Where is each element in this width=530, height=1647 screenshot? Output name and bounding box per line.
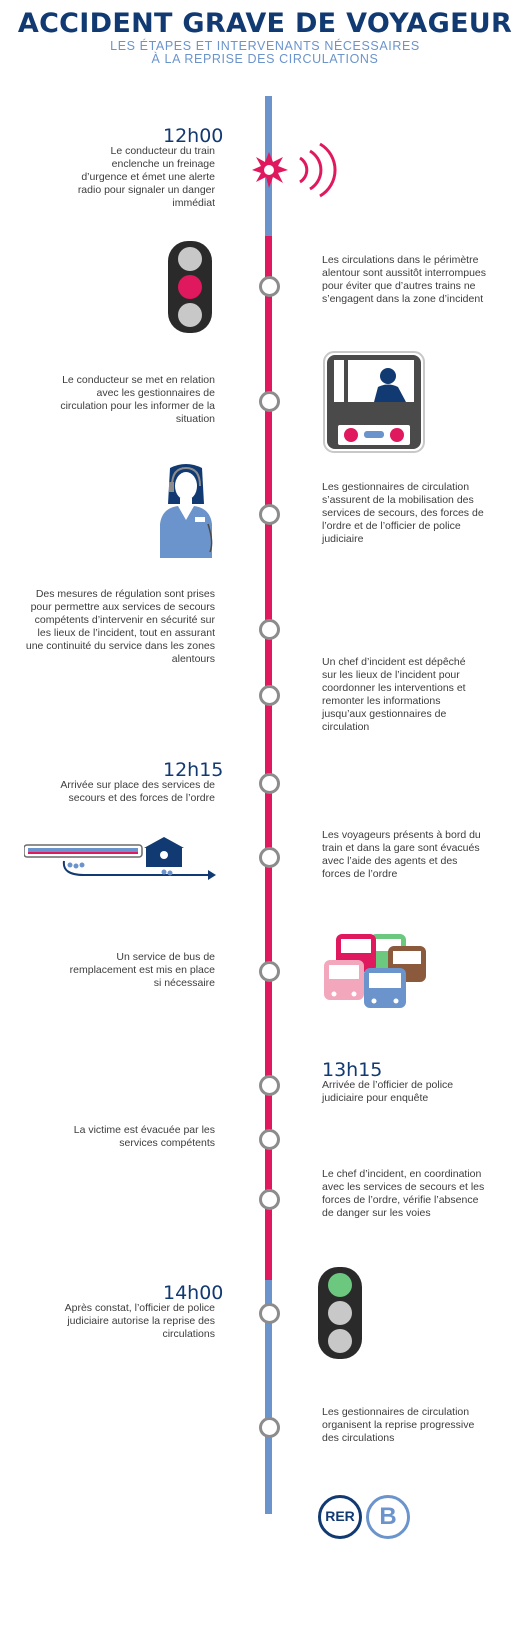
timeline-dot-12 xyxy=(259,1189,280,1210)
step-1-text: Le conducteur du train enclenche un freinage d’urgence et émet une alerte radio pour signaler un danger immédiat xyxy=(77,145,215,209)
green-traffic-light-icon xyxy=(318,1267,362,1359)
timeline-dot-3 xyxy=(259,391,280,412)
line-b-logo-text: B xyxy=(379,1503,397,1530)
timeline-dot-6 xyxy=(259,685,280,706)
line-b-logo xyxy=(366,1495,410,1539)
step-7-text: Arrivée sur place des services de secours et des forces de l’ordre xyxy=(60,779,215,804)
timeline-dot-14 xyxy=(259,1417,280,1438)
timeline-dot-7 xyxy=(259,773,280,794)
step-13-text: Après constat, l’officier de police judiciaire autorise la reprise des circulations xyxy=(64,1302,215,1340)
rer-logo-text: RER xyxy=(325,1508,355,1524)
step-7-time: 12h15 xyxy=(163,759,224,781)
subtitle-line-2: À LA REPRISE DES CIRCULATIONS xyxy=(151,52,379,66)
red-traffic-light-icon xyxy=(168,241,212,333)
page-title: ACCIDENT GRAVE DE VOYAGEUR xyxy=(17,8,513,39)
timeline-dot-13 xyxy=(259,1303,280,1324)
step-10-text: Arrivée de l’officier de police judiciaire pour enquête xyxy=(322,1079,454,1104)
timeline-dot-8 xyxy=(259,847,280,868)
buses-icon xyxy=(322,928,432,1012)
step-10-time: 13h15 xyxy=(322,1059,383,1081)
step-9-text: Un service de bus de remplacement est mis en place si nécessaire xyxy=(69,951,215,989)
step-14-text: Les gestionnaires de circulation organisent la reprise progressive des circulations xyxy=(322,1406,475,1444)
train-cab-driver-icon xyxy=(322,350,426,454)
evacuation-train-station-icon xyxy=(24,835,216,885)
step-3-text: Le conducteur se met en relation avec les gestionnaires de circulation pour les informer de la situation xyxy=(60,374,215,425)
page-subtitle xyxy=(0,40,530,66)
timeline-dot-11 xyxy=(259,1129,280,1150)
subtitle-line-1: LES ÉTAPES ET INTERVENANTS NÉCESSAIRES xyxy=(110,39,420,53)
step-12-text: Le chef d’incident, en coordination avec les services de secours et les forces de l’ordre, vérifie l’absence de danger sur les voies xyxy=(322,1168,485,1219)
alarm-burst-icon xyxy=(252,140,347,200)
step-6-text: Un chef d’incident est dépêché sur les lieux de l’incident pour coordonner les interventions et remonter les informations jusqu’aux gestionnaires de circulation xyxy=(322,656,466,733)
step-1-time: 12h00 xyxy=(163,125,224,147)
rer-logo xyxy=(318,1495,362,1539)
timeline-dot-9 xyxy=(259,961,280,982)
timeline-dot-10 xyxy=(259,1075,280,1096)
timeline-dot-4 xyxy=(259,504,280,525)
operator-headset-icon xyxy=(158,462,216,564)
step-8-text: Les voyageurs présents à bord du train et dans la gare sont évacués avec l’aide des agents et des forces de l’ordre xyxy=(322,829,481,880)
timeline-dot-2 xyxy=(259,276,280,297)
step-5-text: Des mesures de régulation sont prises pour permettre aux services de secours compétents d’intervenir en sécurité sur les lieux de l’incident, tout en assurant une continuité du service dans les zones alentours xyxy=(25,588,215,665)
step-4-text: Les gestionnaires de circulation s’assurent de la mobilisation des services de secours, des forces de l’ordre et de l’officier de police judiciaire xyxy=(322,481,484,545)
step-13-time: 14h00 xyxy=(163,1282,224,1304)
timeline-dot-5 xyxy=(259,619,280,640)
step-11-text: La victime est évacuée par les services compétents xyxy=(73,1124,215,1149)
step-2-text: Les circulations dans le périmètre alentour sont aussitôt interrompues pour éviter que d’autres trains ne s’engagent dans la zone d’incident xyxy=(322,254,487,305)
